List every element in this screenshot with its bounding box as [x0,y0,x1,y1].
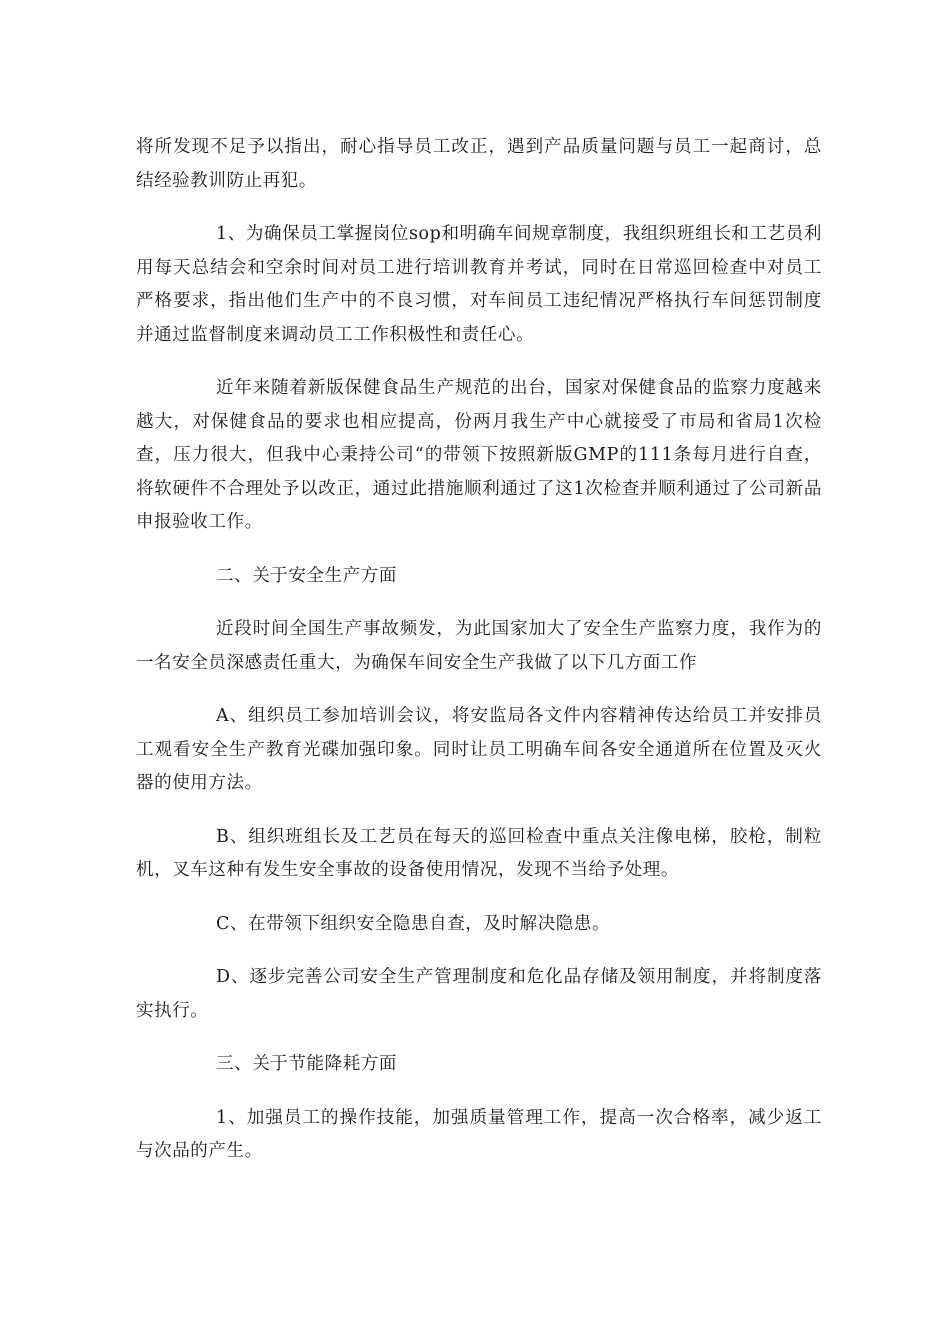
list-item: 1、加强员工的操作技能，加强质量管理工作，提高一次合格率，减少返工与次品的产生。 [136,1107,822,1161]
list-item: B、组织班组长及工艺员在每天的巡回检查中重点关注像电梯，胶枪，制粒机，叉车这种有发生安全事故的设备使用情况，发现不当给予处理。 [136,826,822,880]
list-item: D、逐步完善公司安全生产管理制度和危化品存储及领用制度，并将制度落实执行。 [136,967,822,1021]
paragraph: 近年来随着新版保健食品生产规范的出台，国家对保健食品的监察力度越来越大，对保健食品的要求也相应提高，份两月我生产中心就接受了市局和省局1次检查，压力很大，但我中心秉持公司“的带领下按照新版GMP的111条每月进行自查，将软硬件不合理处予以改正，通过此措施顺利通过了这1次检查并顺利通过了公司新品申报验收工作。 [136,378,822,532]
section-heading: 三、关于节能降耗方面 [216,1054,397,1074]
paragraph: 1、为确保员工掌握岗位sop和明确车间规章制度，我组织班组长和工艺员利用每天总结会和空余时间对员工进行培训教育并考试，同时在日常巡回检查中对员工严格要求，指出他们生产中的不良习惯，对车间员工违纪情况严格执行车间惩罚制度并通过监督制度来调动员工工作积极性和责任心。 [136,224,822,345]
paragraph: 近段时间全国生产事故频发，为此国家加大了安全生产监察力度，我作为的一名安全员深感责任重大，为确保车间安全生产我做了以下几方面工作 [136,619,822,673]
document-body [136,131,822,1189]
section-heading: 二、关于安全生产方面 [216,565,397,586]
paragraph: 将所发现不足予以指出，耐心指导员工改正，遇到产品质量问题与员工一起商讨，总结经验教训防止再犯。 [136,137,822,191]
list-item: C、在带领下组织安全隐患自查，及时解决隐患。 [216,913,611,934]
list-item: A、组织员工参加培训会议，将安监局各文件内容精神传达给员工并安排员工观看安全生产教育光碟加强印象。同时让员工明确车间各安全通道所在位置及灭火器的使用方法。 [136,706,822,793]
